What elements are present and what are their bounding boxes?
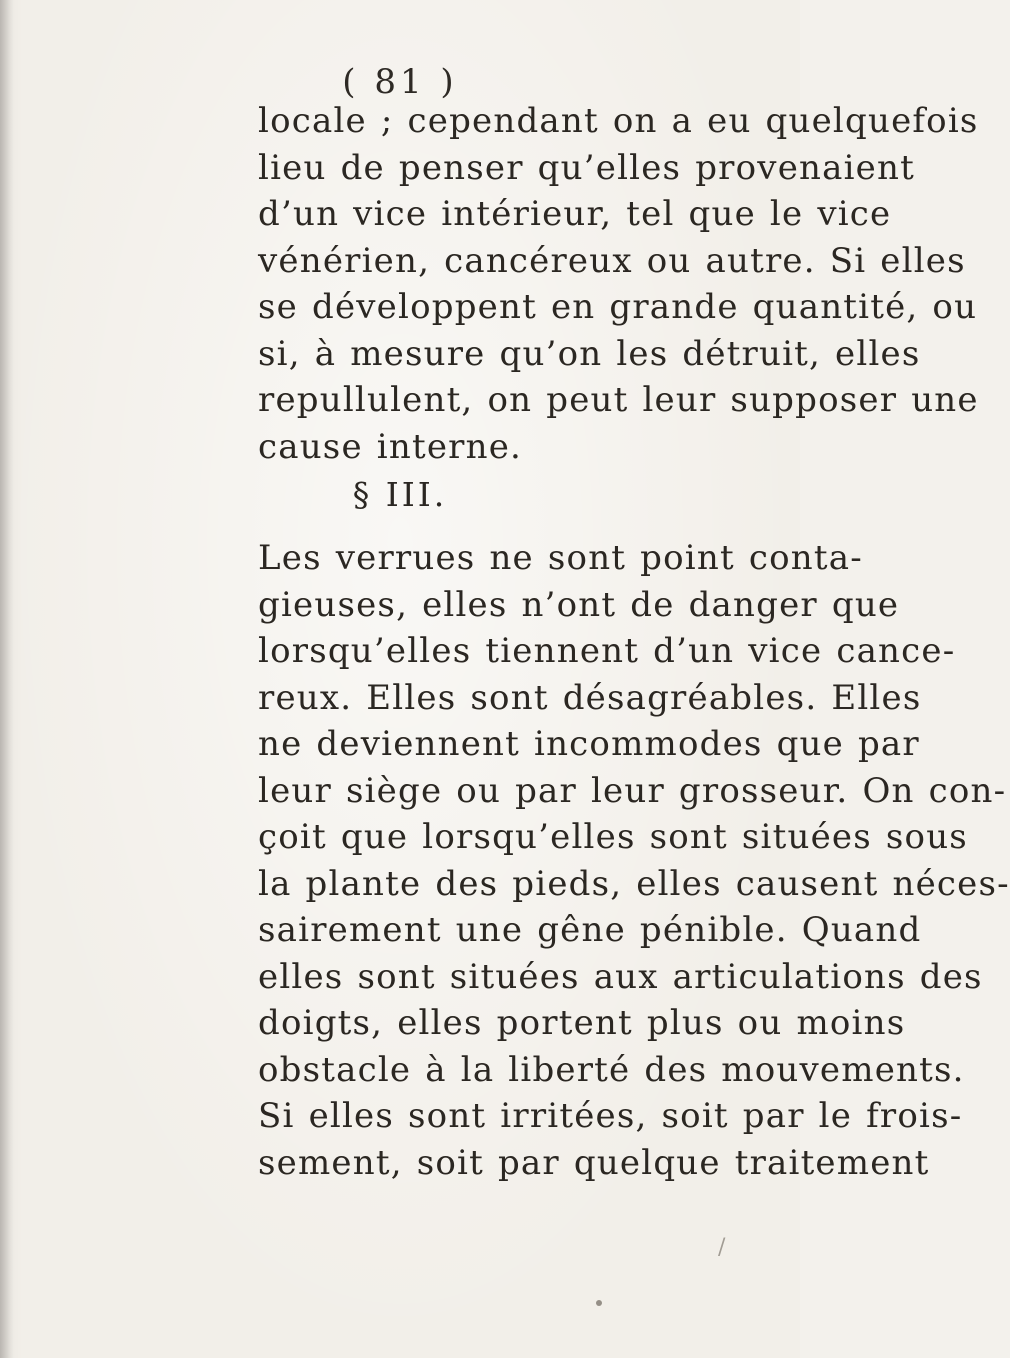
text-line: d’un vice intérieur, tel que le vice (258, 194, 892, 234)
paragraph-2 (258, 535, 1010, 1186)
text-line: repullulent, on peut leur supposer une (258, 380, 979, 420)
text-line: doigts, elles portent plus ou moins (258, 1003, 906, 1043)
text-line: sairement une gêne pénible. Quand (258, 910, 922, 950)
text-line: elles sont situées aux articulations des (258, 956, 983, 997)
text-line: çoit que lorsqu’elles sont situées sous (258, 817, 968, 857)
section-heading: § III. (352, 475, 448, 514)
page-number: ( 81 ) (342, 62, 458, 102)
text-line: vénérien, cancéreux ou autre. Si elles (258, 240, 966, 281)
text-line: la plante des pieds, elles causent néces- (258, 863, 1010, 904)
text-line: lorsqu’elles tiennent d’un vice cance- (258, 631, 956, 671)
text-line: Les verrues ne sont point conta- (258, 538, 863, 578)
text-line: se développent en grande quantité, ou (258, 287, 978, 327)
text-line: lieu de penser qu’elles provenaient (258, 147, 915, 188)
text-line: locale ; cependant on a eu quelquefois (258, 101, 979, 141)
text-line: cause interne. (258, 426, 523, 467)
page-gutter-shadow (0, 0, 14, 1358)
text-line: sement, soit par quelque traitement (258, 1142, 930, 1183)
ink-speck (596, 1300, 602, 1306)
text-line: Si elles sont irritées, soit par le frois- (258, 1096, 963, 1136)
text-line: leur siège ou par leur grosseur. On con- (258, 770, 1007, 811)
ink-mark: / (718, 1235, 726, 1260)
text-line: si, à mesure qu’on les détruit, elles (258, 333, 921, 374)
text-line: obstacle à la liberté des mouvements. (258, 1049, 965, 1090)
text-line: gieuses, elles n’ont de danger que (258, 584, 900, 625)
text-line: ne deviennent incommodes que par (258, 724, 920, 764)
paragraph-1 (258, 98, 979, 470)
text-line: reux. Elles sont désagréables. Elles (258, 677, 922, 718)
